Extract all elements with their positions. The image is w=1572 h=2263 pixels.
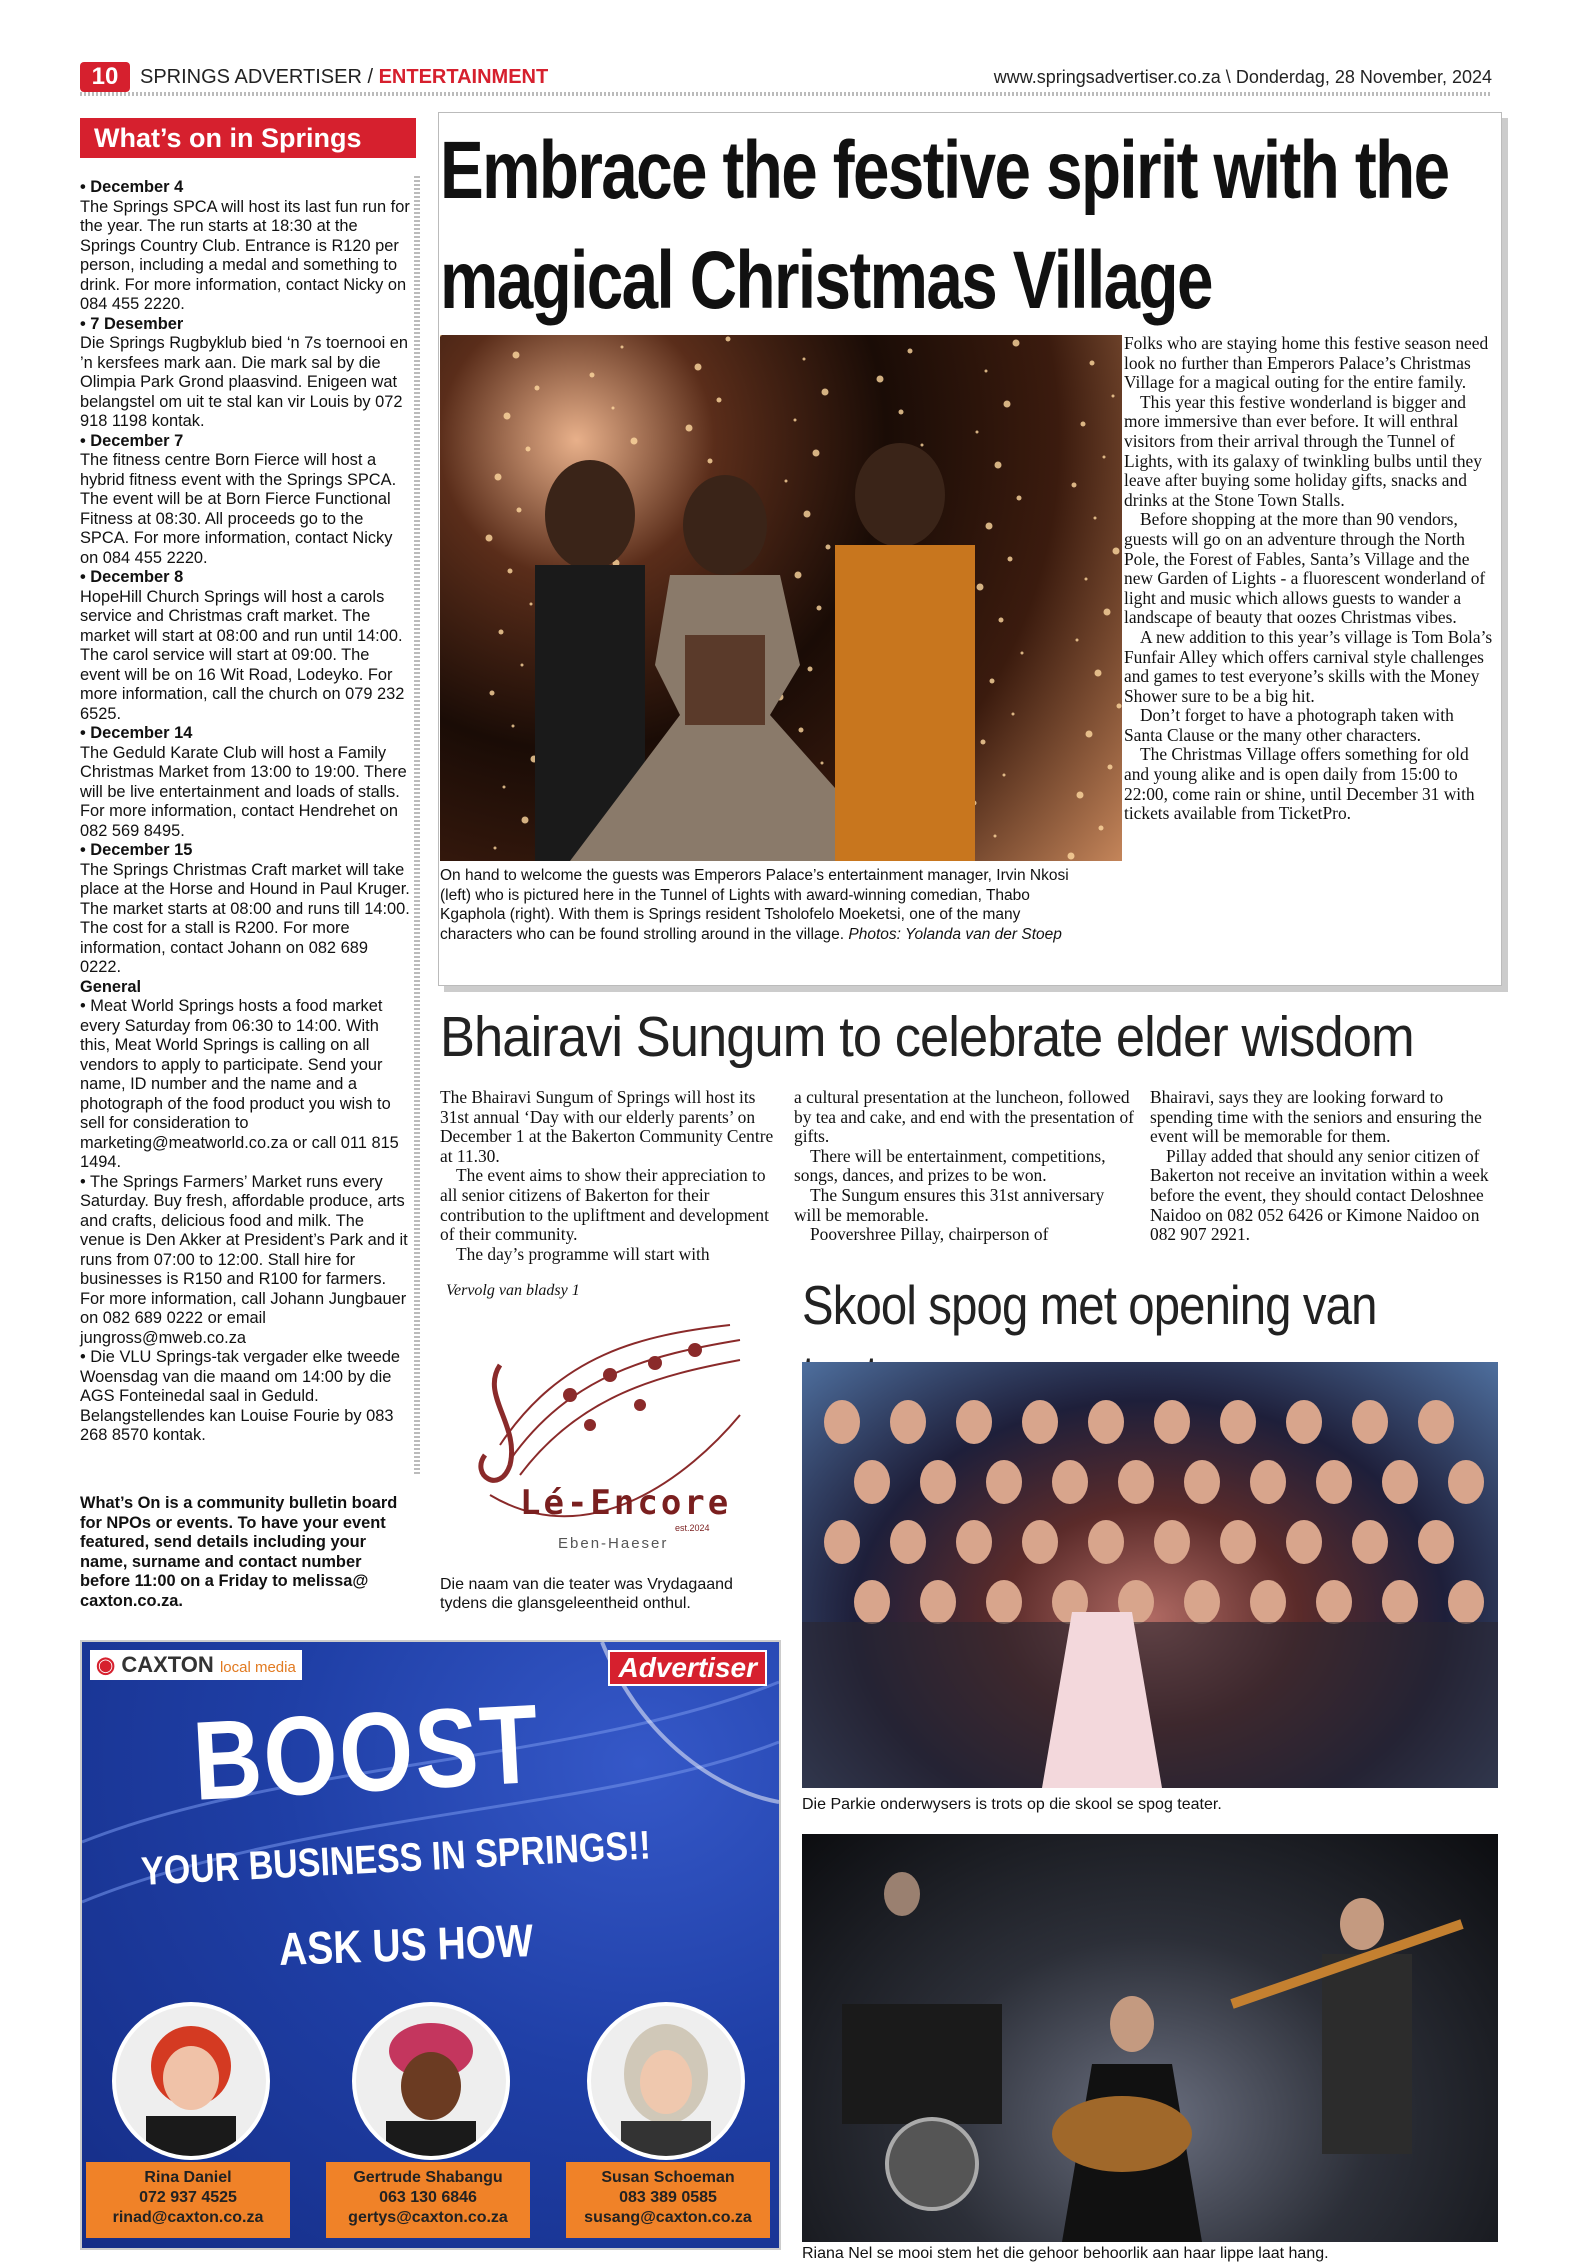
light-bulb — [490, 691, 495, 696]
paragraph: The Sungum ensures this 31st anniversary will be memorable. — [794, 1184, 1105, 1225]
light-bulb — [808, 667, 813, 672]
light-bulb — [995, 462, 1002, 469]
christmas-village-photo — [440, 335, 1122, 861]
page-number: 10 — [80, 62, 130, 92]
light-bulb — [512, 725, 515, 728]
feature-photo-caption — [440, 866, 1090, 944]
person-face — [1448, 1460, 1484, 1504]
light-bulb — [1090, 361, 1095, 366]
person-face — [854, 1460, 890, 1504]
light-bulb — [1008, 557, 1013, 562]
light-bulb — [986, 523, 993, 530]
ad-line-2: ASK US HOW — [278, 1914, 534, 1975]
article-column-1 — [440, 1088, 778, 1264]
person-face — [1418, 1520, 1454, 1564]
light-bulb — [621, 346, 624, 349]
light-bulb — [821, 762, 824, 765]
paragraph: The Bhairavi Sungum of Springs will host its 31st annual ‘Day with our elderly parents’ on December 1 at the Bakerton Community Centre at 11.30. — [440, 1087, 774, 1166]
avatar-susan — [587, 2002, 745, 2160]
light-bulb — [535, 386, 540, 391]
photo-credit: Photos: Yolanda van der Stoep — [848, 925, 1062, 943]
logo-name: Lé-Encore — [520, 1483, 732, 1523]
avatar-rina — [112, 2002, 270, 2160]
event-date: • December 7 — [80, 431, 184, 450]
person-face — [956, 1400, 992, 1444]
light-bulb — [799, 728, 804, 733]
light-bulb — [1104, 609, 1111, 616]
person-face — [890, 1520, 926, 1564]
event-text: • The Springs Farmers’ Market runs every Saturday. Buy fresh, affordable produce, arts and crafts, delicious food and milk. The venue is Den Akker at President’s Park and it runs from 07:00 to 12:00. Stall hire for businesses is R150 and R100 for farmers. For more information, call Johann Jungbauer on 082 689 0222 or email jungross@mweb.co.za — [80, 1172, 408, 1347]
person-face — [956, 1520, 992, 1564]
event-date: • December 4 — [80, 178, 184, 196]
light-bulb — [1081, 422, 1086, 427]
event-date: General — [80, 977, 142, 996]
light-bulb — [708, 459, 713, 464]
light-bulb — [1108, 765, 1113, 770]
paragraph: The event aims to show their appreciation to all senior citizens of Bakerton for their contribution to the upliftment and development of their community. — [440, 1165, 769, 1245]
logo-caption: Die naam van die teater was Vrydagaand tydens die glansgeleentheid onthul. — [440, 1576, 733, 1612]
contact-rina — [86, 2162, 290, 2238]
person-face — [1154, 1520, 1190, 1564]
contact-phone: 083 389 0585 — [619, 2189, 717, 2206]
light-bulb — [990, 679, 995, 684]
light-bulb — [530, 603, 533, 606]
light-bulb — [726, 337, 731, 342]
light-bulb — [1095, 670, 1102, 677]
light-bulb — [803, 358, 806, 361]
music-notes-icon — [440, 1295, 770, 1565]
paragraph: Don’t forget to have a photograph taken with Santa Clause or the many other characters. — [1124, 705, 1454, 745]
light-bulb — [1013, 340, 1020, 347]
person-face — [1352, 1520, 1388, 1564]
le-encore-logo — [440, 1295, 770, 1565]
light-bulb — [1017, 496, 1022, 501]
whats-on-title: What’s on in Springs — [80, 118, 416, 158]
person-face — [1286, 1520, 1322, 1564]
contact-email[interactable]: rinad@caxton.co.za — [112, 2209, 264, 2226]
person-face — [1352, 1400, 1388, 1444]
header-rule — [80, 92, 1492, 96]
section-label: ENTERTAINMENT — [378, 66, 549, 88]
light-bulb — [1112, 395, 1115, 398]
event-date: • December 14 — [80, 724, 193, 742]
light-bulb — [521, 664, 524, 667]
person-face — [1088, 1520, 1124, 1564]
light-bulb — [1117, 704, 1122, 709]
person-face — [1154, 1400, 1190, 1444]
concert-photo — [802, 1834, 1498, 2242]
light-bulb — [513, 352, 520, 359]
light-bulb — [1012, 713, 1015, 716]
light-bulb — [522, 817, 529, 824]
event-text: HopeHill Church Springs will host a carols service and Christmas craft market. The market will start at 08:00 and run until 14:00. The carol service will start at 09:00. The event will be on 16 Wit Road, Lodeyko. For more information, call the church on 079 232 6525. — [80, 587, 405, 723]
contact-susan — [566, 2162, 770, 2238]
light-bulb — [495, 474, 502, 481]
event-text: Die Springs Rugbyklub bied ‘n 7s toernooi en ’n kersfees mark aan. Die mark sal by die Olimpia Park Grond plaasvind. Enigeen wat belangstel om uit te stal kan vir Louis by 072 918 1198 kontak. — [80, 334, 409, 430]
light-bulb — [1068, 853, 1075, 860]
sidebar-divider — [414, 176, 420, 1476]
person-face — [986, 1460, 1022, 1504]
group-photo-illustration — [802, 1362, 1498, 1788]
person-face — [854, 1580, 890, 1624]
light-bulb — [612, 407, 615, 410]
light-bulb — [508, 569, 513, 574]
caxton-name: CAXTON — [121, 1652, 214, 1677]
ad-line-1: YOUR BUSINESS IN SPRINGS!! — [140, 1823, 652, 1894]
person-face — [824, 1520, 860, 1564]
person-face — [1418, 1400, 1454, 1444]
group-photo-caption: Die Parkie onderwysers is trots op die skool se spog teater. — [802, 1796, 1222, 1813]
light-bulb — [817, 606, 822, 611]
article-column-2 — [794, 1088, 1134, 1245]
paragraph: A new addition to this year’s village is Tom Bola’s Funfair Alley which offers carnival style challenges and games to test everyone’s skills with the Money Shower sure to be a big hit. — [1124, 626, 1493, 706]
light-bulb — [590, 373, 595, 378]
event-text: • Die VLU Springs-tak vergader elke tweede Woensdag van die maand om 14:00 by die AGS Fonteinedal saal in Geduld. Belangstellendes kan Louise Fourie by 083 268 8570 kontak. — [80, 1348, 401, 1444]
light-bulb — [631, 438, 638, 445]
light-bulb — [503, 786, 506, 789]
light-bulb — [1085, 578, 1088, 581]
light-bulb — [517, 508, 522, 513]
logo-sub: Eben-Haeser — [558, 1535, 669, 1552]
event-text: The fitness centre Born Fierce will host a hybrid fitness event with the Springs SPCA. The event will be at Born Fierce Functional Fitness at 08:30. All proceeds go to the SPCA. For more information, contact Nicky on 084 455 2220. — [80, 451, 397, 567]
light-bulb — [785, 480, 788, 483]
person-face — [1052, 1460, 1088, 1504]
contact-email[interactable]: gertys@caxton.co.za — [348, 2209, 508, 2226]
light-bulb — [499, 630, 504, 635]
light-bulb — [1072, 483, 1077, 488]
person-face — [1220, 1520, 1256, 1564]
light-bulb — [504, 413, 511, 420]
light-bulb — [1077, 792, 1084, 799]
paragraph: a cultural presentation at the luncheon, followed by tea and cake, and end with the presentation of gifts. — [794, 1087, 1134, 1147]
light-bulb — [921, 444, 924, 447]
paragraph: Bhairavi, says they are looking forward to spending time with the seniors and ensuring the event will be memorable for them. — [1150, 1087, 1482, 1147]
person-face — [986, 1580, 1022, 1624]
contact-phone: 063 130 6846 — [379, 2189, 477, 2206]
teachers-group-photo — [802, 1362, 1498, 1788]
whats-on-list — [80, 178, 412, 1446]
contact-name: Gertrude Shabangu — [353, 2169, 503, 2186]
logo-est: est.2024 — [675, 1523, 710, 1533]
contact-gertrude — [326, 2162, 530, 2238]
person-face — [1382, 1580, 1418, 1624]
light-bulb — [486, 535, 493, 542]
caxton-advert[interactable] — [80, 1640, 781, 2250]
whats-on-note: What’s On is a community bulletin board for NPOs or events. To have your event featured, send details including your name, surname and contact number before 11:00 on a Friday to melissa@ caxton.co.za. — [80, 1494, 398, 1610]
light-bulb — [981, 740, 986, 745]
paragraph: Before shopping at the more than 90 vendors, guests will go on an adventure through the North Pole, the Forest of Fables, Santa’s Village and the new Garden of Lights - a fluorescent wonderland of light and music which allows guests to wander a landscape of beauty that oozes Christmas vibes. — [1124, 509, 1486, 628]
person-face — [1022, 1400, 1058, 1444]
contact-email[interactable]: susang@caxton.co.za — [584, 2209, 752, 2226]
feature-headline: Embrace the festive spirit with the magical Christmas Village — [440, 125, 1449, 326]
light-bulb — [795, 572, 802, 579]
person-face — [1250, 1580, 1286, 1624]
light-bulb — [813, 450, 820, 457]
person-face — [890, 1400, 926, 1444]
light-bulb — [686, 425, 693, 432]
light-bulb — [494, 847, 497, 850]
light-bulb — [717, 398, 722, 403]
person-face — [1184, 1460, 1220, 1504]
event-text: The Springs Christmas Craft market will take place at the Horse and Hound in Paul Kruger. The market starts at 08:00 and runs till 14:00. The cost for a stall is R200. For more information, contact Johann on 082 689 0222. — [80, 860, 410, 976]
person-face — [1220, 1400, 1256, 1444]
concert-illustration — [802, 1834, 1498, 2242]
person-face — [1118, 1460, 1154, 1504]
teater-headline: Skool spog met opening van — [802, 1274, 1377, 1336]
light-bulb — [994, 835, 997, 838]
person-face — [1022, 1520, 1058, 1564]
paragraph: The Christmas Village offers something for old and young alike and is open daily from 15:00 to 22:00, come rain or shine, until December 31 with tickets available from TicketPro. — [1124, 744, 1475, 824]
event-text: The Geduld Karate Club will host a Family Christmas Market from 13:00 to 19:00. There will be live entertainment and loads of stalls. For more information, contact Hendrehet on 082 569 8495. — [80, 743, 407, 840]
person-face — [1382, 1460, 1418, 1504]
advertiser-logo: Advertiser — [608, 1650, 767, 1686]
bhairavi-headline: Bhairavi Sungum to celebrate elder wisdom — [440, 1005, 1414, 1069]
feature-body — [1124, 334, 1494, 824]
photo-illustration — [440, 335, 1122, 861]
concert-photo-caption: Riana Nel se mooi stem het die gehoor behoorlik aan haar lippe laat hang. — [802, 2245, 1329, 2262]
person-face — [920, 1460, 956, 1504]
paragraph: There will be entertainment, competitions, songs, dances, and prizes to be won. — [794, 1145, 1106, 1186]
caxton-c-icon: ◉ — [96, 1652, 122, 1677]
person-face — [1448, 1580, 1484, 1624]
light-bulb — [826, 545, 831, 550]
light-bulb — [977, 584, 984, 591]
light-bulb — [822, 389, 829, 396]
person-face — [1088, 1400, 1124, 1444]
light-bulb — [985, 370, 988, 373]
person-face — [1316, 1460, 1352, 1504]
light-bulb — [1004, 401, 1011, 408]
light-bulb — [1076, 639, 1079, 642]
event-date: • December 15 — [80, 841, 193, 859]
person-face — [1286, 1400, 1322, 1444]
light-bulb — [1099, 826, 1104, 831]
paragraph: Folks who are staying home this festive season need look no further than Emperors Palace’s Christmas Village for a magical outing for the entire family. — [1124, 333, 1489, 393]
light-bulb — [440, 335, 442, 337]
person-face — [920, 1580, 956, 1624]
local-media: local media — [219, 1659, 296, 1676]
person-face — [824, 1400, 860, 1444]
contact-name: Susan Schoeman — [601, 2169, 735, 2186]
contact-name: Rina Daniel — [144, 2169, 232, 2186]
light-bulb — [976, 431, 979, 434]
light-bulb — [877, 376, 884, 383]
publication-name — [140, 62, 548, 92]
light-bulb — [526, 447, 531, 452]
light-bulb — [1103, 456, 1106, 459]
event-date: • December 8 — [80, 568, 184, 586]
light-bulb — [1086, 731, 1093, 738]
ad-boost: BOOST — [189, 1680, 543, 1824]
event-date: • 7 Desember — [80, 314, 184, 333]
light-bulb — [1094, 517, 1097, 520]
event-text: • Meat World Springs hosts a food market every Saturday from 06:30 to 14:00. With this, Meat World Springs is calling on all vendors to apply to participate. Send your name, ID number and the name and a photograph of the food product you wish to sell for consideration to marketing@meatworld.co.za or call 011 815 1494. — [80, 997, 399, 1171]
publication-label: SPRINGS ADVERTISER / — [140, 66, 379, 88]
caxton-logo — [90, 1650, 302, 1680]
avatar-gertrude — [352, 2002, 510, 2160]
paragraph: Pillay added that should any senior citizen of Bakerton not receive an invitation within a week before the event, they should contact Deloshnee Naidoo on 082 052 6426 or Kimone Naidoo on 082 907 2921. — [1150, 1145, 1489, 1245]
article-column-3 — [1150, 1088, 1495, 1245]
light-bulb — [695, 364, 702, 371]
person-face — [1316, 1580, 1352, 1624]
paragraph: This year this festive wonderland is bigger and more immersive than ever before. It will enthral visitors from their arrival through the Tunnel of Lights, with its galaxy of twinkling bulbs until they leave after buying some holiday gifts, snacks and drinks at the Stone Town Stalls. — [1124, 391, 1482, 510]
paragraph: The day’s programme will start with — [456, 1243, 710, 1264]
paragraph: Poovershree Pillay, chairperson of — [810, 1224, 1049, 1245]
light-bulb — [899, 410, 904, 415]
header-date-url: www.springsadvertiser.co.za \ Donderdag, 28 November, 2024 — [993, 67, 1492, 87]
light-bulb — [1003, 774, 1006, 777]
light-bulb — [908, 349, 913, 354]
light-bulb — [804, 511, 811, 518]
light-bulb — [1021, 652, 1024, 655]
light-bulb — [999, 618, 1004, 623]
contact-phone: 072 937 4525 — [139, 2189, 237, 2206]
light-bulb — [1113, 548, 1120, 555]
person-face — [1250, 1460, 1286, 1504]
light-bulb — [794, 419, 797, 422]
caption-text: On hand to welcome the guests was Emperors Palace’s entertainment manager, Irvin Nkosi (left) who is pictured here in the Tunnel of Lights with award-winning comedian, Thabo Kgaphola (right). With them is Springs resident Tsholofelo Moeketsi, one of the many characters who can be found strolling around in the village. — [440, 867, 1069, 943]
person-face — [1184, 1580, 1220, 1624]
continued-note: Vervolg van bladsy 1 — [446, 1282, 580, 1299]
event-text: The Springs SPCA will host its last fun run for the year. The run starts at 18:30 at the Springs Country Club. Entrance is R120 per person, including a medal and something to drink. For more information, contact Nicky on 084 455 2220. — [80, 197, 410, 313]
